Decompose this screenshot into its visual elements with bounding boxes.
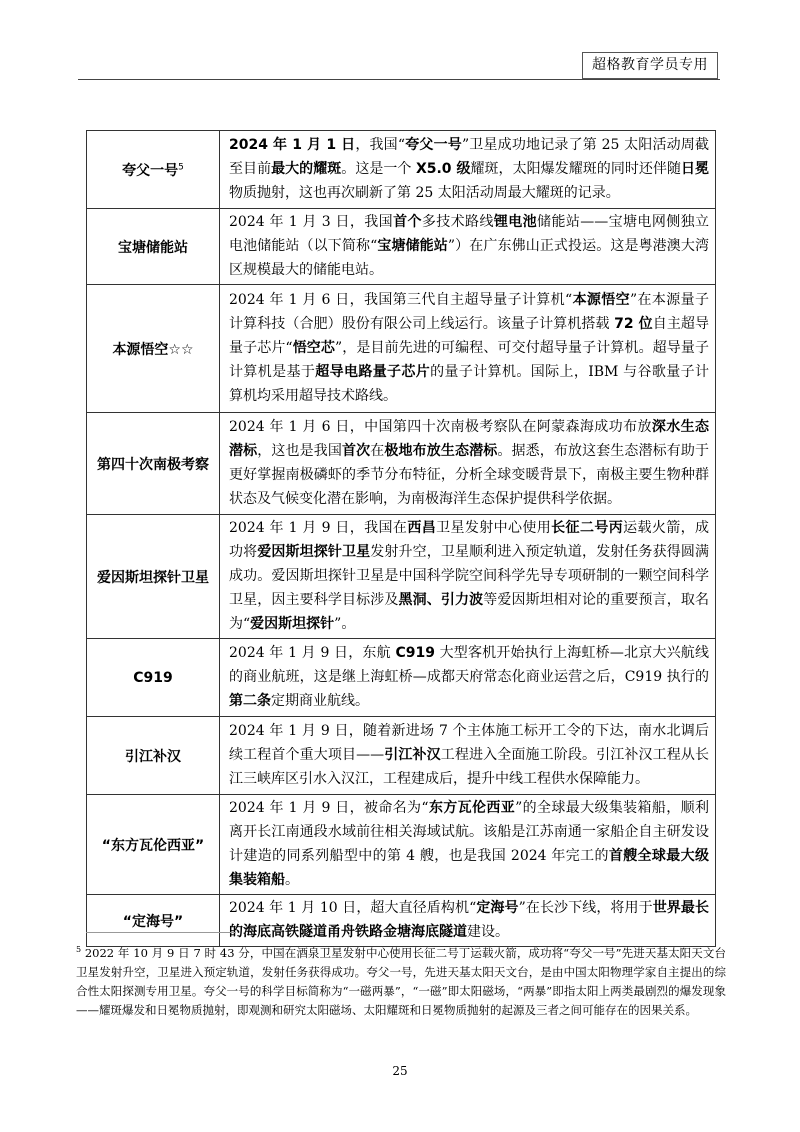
text-segment: 2024 年 1 月 6 日，我国第三代自主超导量子计算机“ xyxy=(229,292,573,308)
bold-segment: 西昌 xyxy=(407,520,437,536)
bold-segment: 东方瓦伦西亚 xyxy=(428,800,516,816)
footnote-ref[interactable]: 5 xyxy=(178,161,184,172)
bold-segment: 夸父一号 xyxy=(405,137,462,153)
bold-segment: 宝塘储能站 xyxy=(377,238,448,254)
text-segment: ”的全球最大级集装箱船，顺利离开长江南通段水域前往相关海域试航。该船是江苏南通一家船企自主研发设计建造的同系列船型中的第 4 艘，也是我国 2024 年完工的 xyxy=(229,800,709,864)
text-segment: 。据悉，布放这套生态潜标有助于更好掌握南极磷虾的季节分布特征，分析全球变暖背景下，南极主要生物种群状态及气候变化潜在影响，为南极海洋生态保护提供科学依据。 xyxy=(229,443,710,507)
bold-segment: 日冕 xyxy=(681,161,710,177)
item-name xyxy=(87,285,220,413)
item-name-text: 宝塘储能站 xyxy=(118,239,188,256)
text-segment: 运载火箭，成功将 xyxy=(229,520,710,560)
bold-segment: 爱因斯坦探针卫星 xyxy=(257,544,371,560)
bold-segment: 极地布放生态潜标 xyxy=(384,443,498,459)
item-name-text: 本源悟空☆☆ xyxy=(112,341,194,358)
text-segment: 2024 年 1 月 3 日，我国 xyxy=(229,214,394,230)
text-segment: 卫星发射中心使用 xyxy=(436,520,552,536)
table-row xyxy=(87,639,716,717)
bold-segment: 首个 xyxy=(393,214,422,230)
text-segment: 2024 年 1 月 9 日，东航 xyxy=(229,645,396,661)
text-segment: 定期商业航线。 xyxy=(271,693,369,709)
item-description xyxy=(220,131,716,209)
text-segment: 自主超导量子芯片“ xyxy=(229,316,710,356)
table-row xyxy=(87,131,716,209)
item-description xyxy=(220,515,716,639)
item-name-text: 夸父一号 xyxy=(122,162,179,179)
page-number: 25 xyxy=(392,1064,408,1078)
text-segment: ”在长沙下线，将用于 xyxy=(518,900,653,916)
bold-segment: 黑洞、引力波 xyxy=(398,592,484,608)
item-description xyxy=(220,795,716,895)
item-name-text: 第四十次南极考察 xyxy=(97,456,209,473)
header-divider xyxy=(78,79,720,80)
text-segment: 等爱因斯坦相对论的重要预言，取名为“ xyxy=(229,592,710,632)
item-name-text: 爱因斯坦探针卫星 xyxy=(97,569,209,586)
bold-segment: 第二条 xyxy=(229,693,271,709)
table-row xyxy=(87,209,716,285)
item-description xyxy=(220,285,716,413)
footnote-divider xyxy=(86,932,236,933)
text-segment: ，我国“ xyxy=(355,137,406,153)
bold-segment: 引江补汉 xyxy=(384,747,441,763)
item-name xyxy=(87,131,220,209)
text-segment: 在 xyxy=(370,443,385,459)
item-name xyxy=(87,717,220,795)
bold-segment: 72 位 xyxy=(614,316,653,332)
text-segment: 2024 年 1 月 9 日，被命名为“ xyxy=(229,800,429,816)
text-segment: ”，是目前先进的可编程、可交付超导量子计算机。超导量子计算机是基于 xyxy=(229,340,709,380)
table-row xyxy=(87,795,716,895)
item-name-text: C919 xyxy=(133,669,173,686)
bold-segment: C919 xyxy=(395,645,435,661)
table-row xyxy=(87,285,716,413)
table-row xyxy=(87,895,716,947)
item-name xyxy=(87,639,220,717)
bold-segment: 世界最长的海底高铁隧道甬舟铁路金塘海底隧道 xyxy=(229,900,709,940)
item-name xyxy=(87,209,220,285)
table-row xyxy=(87,413,716,515)
item-name-text: 引江补汉 xyxy=(125,748,181,765)
bold-segment: 深水生态潜标 xyxy=(229,419,709,459)
bold-segment: X5.0 级 xyxy=(415,161,471,177)
item-name-text: “东方瓦伦西亚” xyxy=(101,837,205,854)
item-name-text: “定海号” xyxy=(122,913,184,930)
item-description xyxy=(220,209,716,285)
bold-segment: 锂电池 xyxy=(493,214,538,230)
text-segment: ，这也是我国 xyxy=(257,443,342,459)
bold-segment: 爱因斯坦探针 xyxy=(250,616,335,632)
text-segment: 耀斑，太阳爆发耀斑的同时还伴随 xyxy=(470,161,681,177)
item-name xyxy=(87,795,220,895)
bold-segment: 最大的耀斑 xyxy=(271,161,342,177)
news-table xyxy=(86,130,716,947)
footnote-mark: 5 xyxy=(76,945,82,954)
text-segment: ”在本源量子计算科技（合肥）股份有限公司上线运行。该量子计算机搭载 xyxy=(229,292,710,332)
text-segment: ”卫星成功地记录了第 25 太阳活动周截至目前 xyxy=(229,137,709,177)
bold-segment: 首次 xyxy=(341,443,371,459)
text-segment: ”。 xyxy=(334,616,356,632)
item-description xyxy=(220,413,716,515)
text-segment: 物质抛射，这也再次刷新了第 25 太阳活动周最大耀斑的记录。 xyxy=(229,185,620,201)
text-segment: ”）在广东佛山正式投运。这是粤港澳大湾区规模最大的储能电站。 xyxy=(229,238,710,278)
text-segment: 发射升空，卫星顺利进入预定轨道，发射任务获得圆满成功。爱因斯坦探针卫星是中国科学院空间科学先导专项研制的一颗空间科学卫星，因主要科学目标涉及 xyxy=(229,544,710,608)
bold-segment: 长征二号丙 xyxy=(551,520,624,536)
footnote-text: 2022 年 10 月 9 日 7 时 43 分，中国在酒泉卫星发射中心使用长征二号丁运载火箭，成功将“夸父一号”先进天基太阳天文台卫星发射升空，卫星进入预定轨道，发射任务获得成功。夸父一号，先进天基太阳天文台，是由中国太阳物理学家自主提出的综合性太阳探测专用卫星。夸父一号的科学目标简称为“一磁两暴”，“一磁”即太阳磁场，“两暴”即指太阳上两类最剧烈的爆发现象——耀斑爆发和日冕物质抛射，即观测和研究太阳磁场、太阳耀斑和日冕物质抛射的起源及三者之间可能存在的因果关系。 xyxy=(76,945,726,1017)
bold-segment: 超导电路量子芯片 xyxy=(315,364,431,380)
table-row xyxy=(87,717,716,795)
item-name xyxy=(87,895,220,947)
text-segment: 的量子计算机。国际上，IBM 与谷歌量子计算机均采用超导技术路线。 xyxy=(229,364,710,404)
item-description xyxy=(220,717,716,795)
text-segment: 多技术路线 xyxy=(421,214,494,230)
text-segment: 2024 年 1 月 9 日，我国在 xyxy=(229,520,408,536)
text-segment: 储能站——宝塘电网侧独立电池储能站（以下简称“ xyxy=(229,214,710,254)
item-description xyxy=(220,895,716,947)
bold-segment: 2024 年 1 月 1 日 xyxy=(229,137,356,153)
bold-segment: 定海号 xyxy=(476,900,519,916)
item-name xyxy=(87,515,220,639)
text-segment: 2024 年 1 月 9 日，随着新进场 7 个主体施工标开工令的下达，南水北调后续工程首个重大项目—— xyxy=(229,723,709,763)
text-segment: 建设。 xyxy=(467,924,509,940)
item-name xyxy=(87,413,220,515)
text-segment: 。这是一个 xyxy=(341,161,416,177)
text-segment: 2024 年 1 月 10 日，超大直径盾构机“ xyxy=(229,900,477,916)
text-segment: 大型客机开始执行上海虹桥—北京大兴航线的商业航班，这是继上海虹桥—成都天府常态化商业运营之后，C919 执行的 xyxy=(229,645,709,685)
bold-segment: 本源悟空 xyxy=(572,292,631,308)
text-segment: 2024 年 1 月 6 日，中国第四十次南极考察队在阿蒙森海成功布放 xyxy=(229,419,652,435)
text-segment: 。 xyxy=(285,872,299,888)
footnote xyxy=(76,940,726,1020)
table-row xyxy=(87,515,716,639)
bold-segment: 悟空芯 xyxy=(292,340,336,356)
header-tag: 超格教育学员专用 xyxy=(582,52,718,79)
bold-segment: 首艘全球最大级集装箱船 xyxy=(229,848,709,888)
item-description xyxy=(220,639,716,717)
text-segment: 工程进入全面施工阶段。引江补汉工程从长江三峡库区引水入汉江，工程建成后，提升中线工程供水保障能力。 xyxy=(229,747,709,787)
